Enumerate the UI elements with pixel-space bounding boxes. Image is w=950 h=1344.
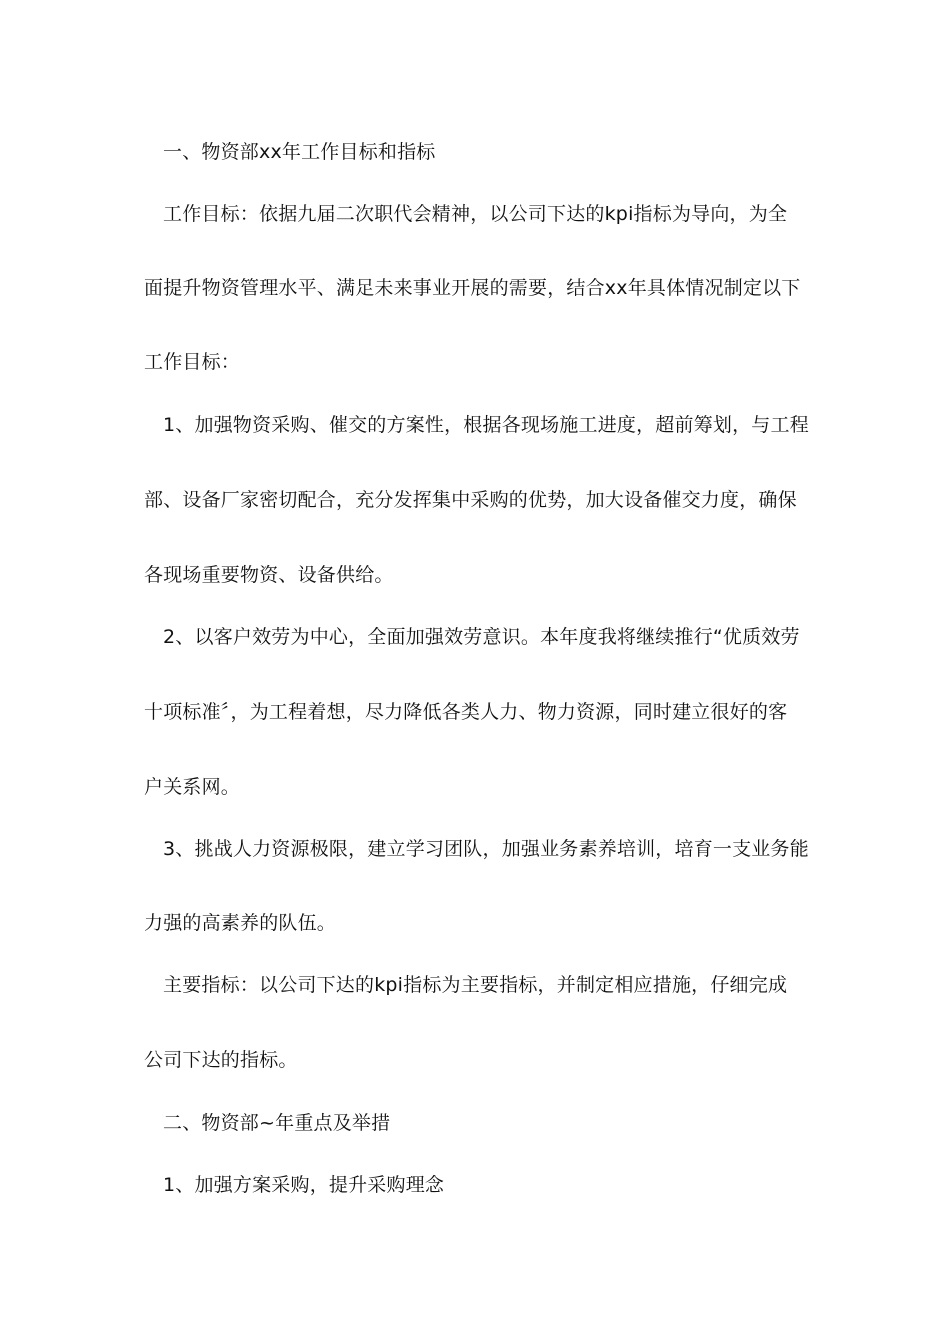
list-item-line: 各现场重要物资、设备供给。 bbox=[144, 564, 394, 586]
list-item-line: 户关系网。 bbox=[144, 776, 241, 798]
paragraph-line: 面提升物资管理水平、满足未来事业开展的需要，结合xx年具体情况制定以下 bbox=[144, 277, 801, 299]
list-item-line: 3、挑战人力资源极限，建立学习团队，加强业务素养培训，培育一支业务能 bbox=[163, 838, 809, 860]
section-heading-1: 一、物资部xx年工作目标和指标 bbox=[163, 141, 436, 163]
paragraph-line: 工作目标：依据九届二次职代会精神，以公司下达的kpi指标为导向，为全 bbox=[163, 203, 788, 225]
paragraph-line: 工作目标： bbox=[144, 351, 241, 373]
list-item-line: 力强的高素养的队伍。 bbox=[144, 912, 337, 934]
list-item-line: 十项标准〞，为工程着想，尽力降低各类人力、物力资源，同时建立很好的客 bbox=[144, 701, 788, 723]
paragraph-line: 公司下达的指标。 bbox=[144, 1049, 298, 1071]
list-item-line: 2、以客户效劳为中心，全面加强效劳意识。本年度我将继续推行“优质效劳 bbox=[163, 626, 800, 648]
paragraph-line: 主要指标：以公司下达的kpi指标为主要指标，并制定相应措施，仔细完成 bbox=[163, 974, 788, 996]
list-item-line: 部、设备厂家密切配合，充分发挥集中采购的优势，加大设备催交力度，确保 bbox=[144, 489, 797, 511]
list-item-line: 1、加强物资采购、催交的方案性，根据各现场施工进度，超前筹划，与工程 bbox=[163, 414, 809, 436]
list-item-line: 1、加强方案采购，提升采购理念 bbox=[163, 1174, 445, 1196]
section-heading-2: 二、物资部~年重点及举措 bbox=[163, 1112, 391, 1134]
